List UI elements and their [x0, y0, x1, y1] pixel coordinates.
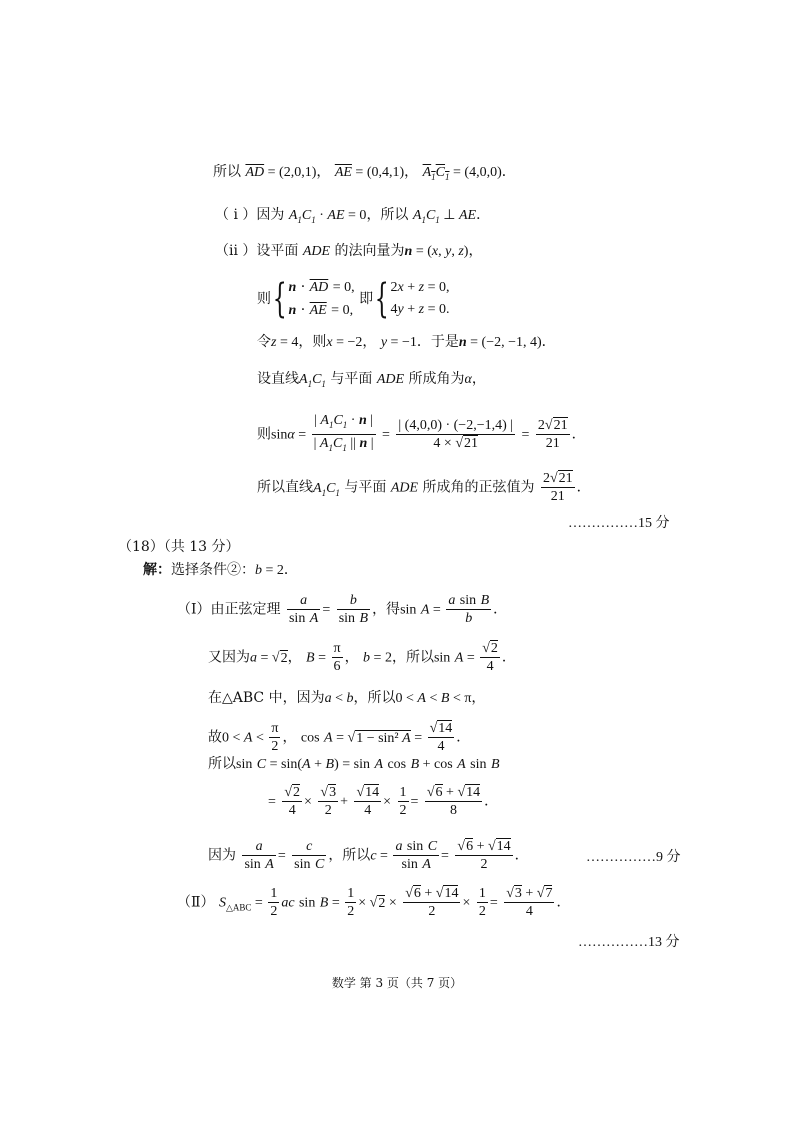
score-13: ……………13 分 [578, 935, 680, 950]
vector-coordinates-line: 所以 $\overline{AD} = (2,0,1)$， $\overline{AE} = (0,4,1)$， $A_1C_1 = (4,0,0)$． [213, 164, 516, 182]
normal-vector-system: 则{ $n \cdot \overline{AD} = 0$, $n \cdot \overline{AE} = 0$, 即{ 2x + z = 0, 4y + z = 0. [257, 276, 450, 322]
set-angle-line: 设直线$A_1C_1$ 与平面 ADE 所成角为α， [257, 371, 486, 389]
part-II-area: （Ⅱ） $S_{\triangle ABC}$ = $\frac{1}{2}$ ac sin B = $\frac{1}{2}$ × √2 × $\frac{√6 + √14}{2}$ × $\frac{1}{2}$ = $\frac{√3 + √7}{4}$ ． [177, 886, 571, 919]
sin-C-expansion: 所以sin C = sin(A + B) = sin A cos B + cos A sin B [208, 756, 500, 772]
sine-conclusion-line: 所以直线$A_1C_1$ 与平面 ADE 所成角的正弦值为 $\frac{2√21}{21}$ ． [257, 471, 591, 504]
part-I-sine-law: （Ⅰ）由正弦定理 $\frac{a}{\text{sin A}}$ = $\frac{b}{\text{sin B}}$ ，得sin A = $\frac{\text{a sin B}}{b}$ ． [177, 593, 508, 626]
step-i-line: （ i ）因为 $A_1C_1$ · AE = 0，所以 $A_1C_1$ ⊥ AE． [215, 207, 491, 225]
triangle-inequality-line: 在△ABC 中，因为a < b，所以0 < A < B < π， [208, 690, 486, 706]
c-value-line: 因为 $\frac{a}{\text{sin A}}$ = $\frac{c}{\text{sin C}}$ ，所以c = $\frac{\text{a sin C}}{\text{sin A}}$ = $\frac{√6 + √14}{2}$ ． [208, 839, 529, 872]
score-9: ……………9 分 [586, 850, 681, 865]
score-15: ……………15 分 [568, 516, 670, 531]
problem-18-header: （18）（共 13 分） [118, 539, 240, 555]
sin-C-value: = $\frac{√2}{4}$ × $\frac{√3}{2}$ + $\frac{√14}{4}$ × $\frac{1}{2}$ = $\frac{√6 + √14}{8}$ ． [268, 785, 499, 818]
condition-line: 解：选择条件②：b = 2． [143, 562, 298, 578]
given-values-line: 又因为a = √2， B = $\frac{\pi}{6}$ ， b = 2，所以sin A = $\frac{√2}{4}$ ． [208, 641, 516, 674]
step-ii-line: （ii ）设平面 ADE 的法向量为n = (x, y, z)， [215, 243, 483, 259]
sin-alpha-formula: 则sinα = $\frac{| A_1C_1 \cdot n |}{| A_1C_1 || n |}$ = $\frac{| (4,0,0) \cdot (-2,-1,4) |}{4 \times √21}$ = $\frac{2√21}{21}$ ． [257, 413, 586, 453]
page-footer: 数学 第 3 页（共 7 页） [331, 976, 463, 990]
cos-A-line: 故0 < A < $\frac{\pi}{2}$ ， cos A = √1 − sin² A = $\frac{√14}{4}$ ． [208, 721, 471, 754]
solution-n-line: 令z = 4，则x = −2， y = −1．于是n = (−2, −1, 4)． [257, 334, 556, 350]
